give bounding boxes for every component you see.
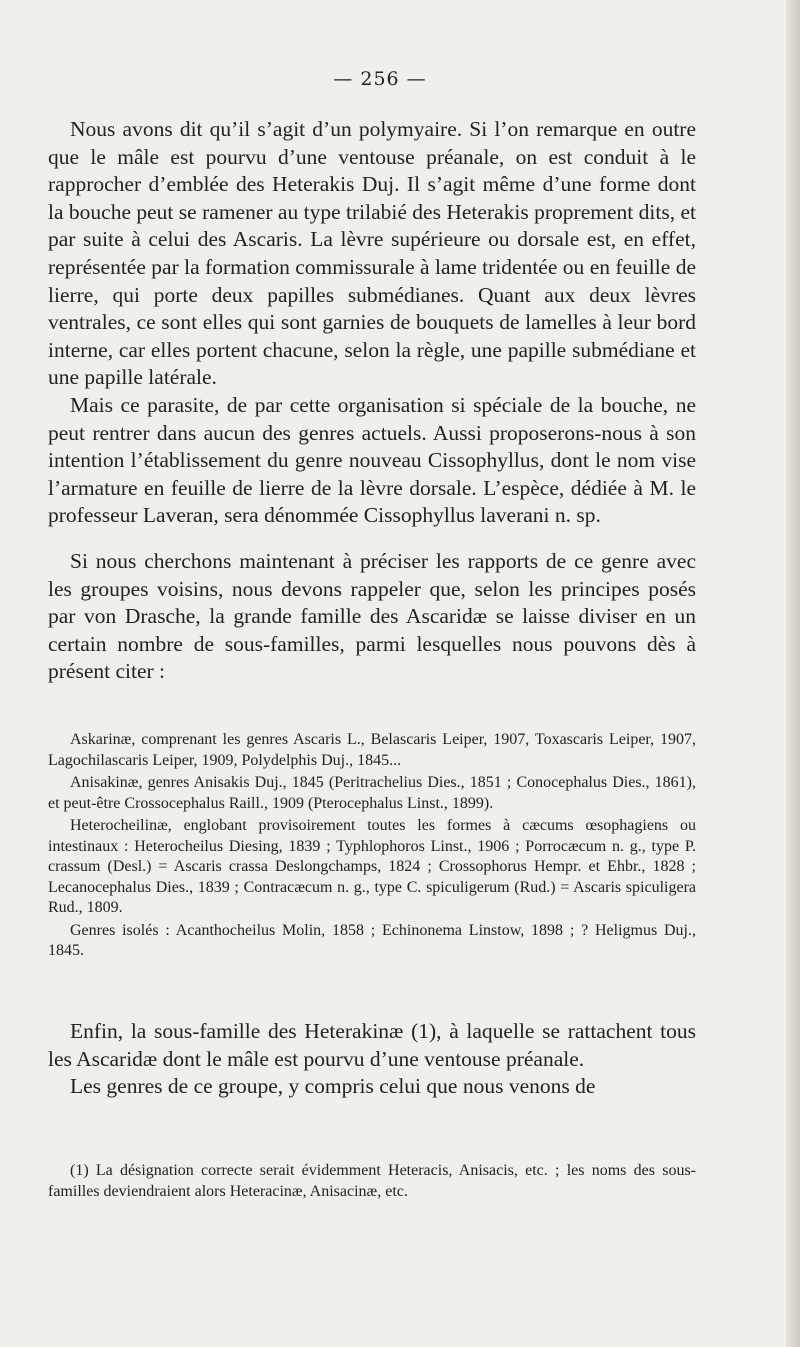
paragraph-5: Les genres de ce groupe, y compris celui que nous venons de: [70, 1074, 596, 1099]
isolated-genera: Genres isolés : Acanthocheilus Molin, 1858 ; Echinonema Linstow, 1898 ; ? Heligmus Duj., 1845.: [48, 921, 696, 959]
subfamily-anisakinae: Anisakinæ, genres Anisakis Duj., 1845 (Peritrachelius Dies., 1851 ; Conocephalus Dies., 1861), et peut-être Crossocephalus Raill., 1909 (Pterocephalus Linst., 1899).: [48, 774, 696, 812]
subfamily-askarinae: Askarinæ, comprenant les genres Ascaris L., Belascaris Leiper, 1907, Toxascaris Leiper, 1907, Lagochilascaris Leiper, 1909, Polydelphis Duj., 1845...: [48, 731, 696, 769]
footnote: [48, 1160, 696, 1202]
subfamily-heterocheilinae: Heterocheilinæ, englobant provisoirement toutes les formes à cæcums œsophagiens ou intestinaux : Heterocheilus Diesing, 1839 ; Typhlophoros Linst., 1906 ; Porrocæcum n. g., type P. crassum (Desl.) = Ascaris crassa Deslongchamps, 1824 ; Crossophorus Hempr. et Ehbr., 1828 ; Lecanocephalus Dies., 1839 ; Contracæcum n. g., type C. spiculigerum (Rud.) = Ascaris spiculigera Rud., 1809.: [48, 817, 696, 916]
paragraph-4: Enfin, la sous-famille des Heterakinæ (1), à laquelle se rattachent tous les Ascaridæ dont le mâle est pourvu d’une ventouse préanale.: [48, 1019, 696, 1071]
paragraph-3: Si nous cherchons maintenant à préciser les rapports de ce genre avec les groupes voisins, nous devons rappeler que, selon les principes posés par von Drasche, la grande famille des Ascaridæ se laisse diviser en un certain nombre de sous-familles, parmi lesquelles nous pouvons dès à présent citer :: [48, 548, 696, 684]
paragraph-2: Mais ce parasite, de par cette organisation si spéciale de la bouche, ne peut rentrer dans aucun des genres actuels. Aussi proposerons-nous à son intention l’établissement du genre nouveau Cissophyllus, dont le nom vise l’armature en feuille de lierre de la lèvre dorsale. L’espèce, dédiée à M. le professeur Laveran, sera dénommée Cissophyllus laverani n. sp.: [48, 392, 696, 528]
main-text-top: [48, 116, 696, 686]
subfamily-list: [48, 730, 696, 964]
main-text-bottom: [48, 1018, 696, 1101]
page-number: — 256 —: [333, 68, 427, 90]
paragraph-1: Nous avons dit qu’il s’agit d’un polymyaire. Si l’on remarque en outre que le mâle est pourvu d’une ventouse préanale, on est conduit à le rapprocher d’emblée des Heterakis Duj. Il s’agit même d’une forme dont la bouche peut se ramener au type trilabié des Heterakis proprement dits, et par suite à celui des Ascaris. La lèvre supérieure ou dorsale est, en effet, représentée par la formation commissurale à lame tridentée ou en feuille de lierre, qui porte deux papilles submédianes. Quant aux deux lèvres ventrales, ce sont elles qui sont garnies de bouquets de lamelles à leur bord interne, car elles portent chacune, selon la règle, une papille submédiane et une papille latérale.: [48, 117, 696, 390]
footnote-text: (1) La désignation correcte serait évidemment Heteracis, Anisacis, etc. ; les noms des sous-familles deviendraient alors Heteracinæ, Anisacinæ, etc.: [48, 1162, 696, 1200]
page-edge: [786, 0, 800, 1347]
